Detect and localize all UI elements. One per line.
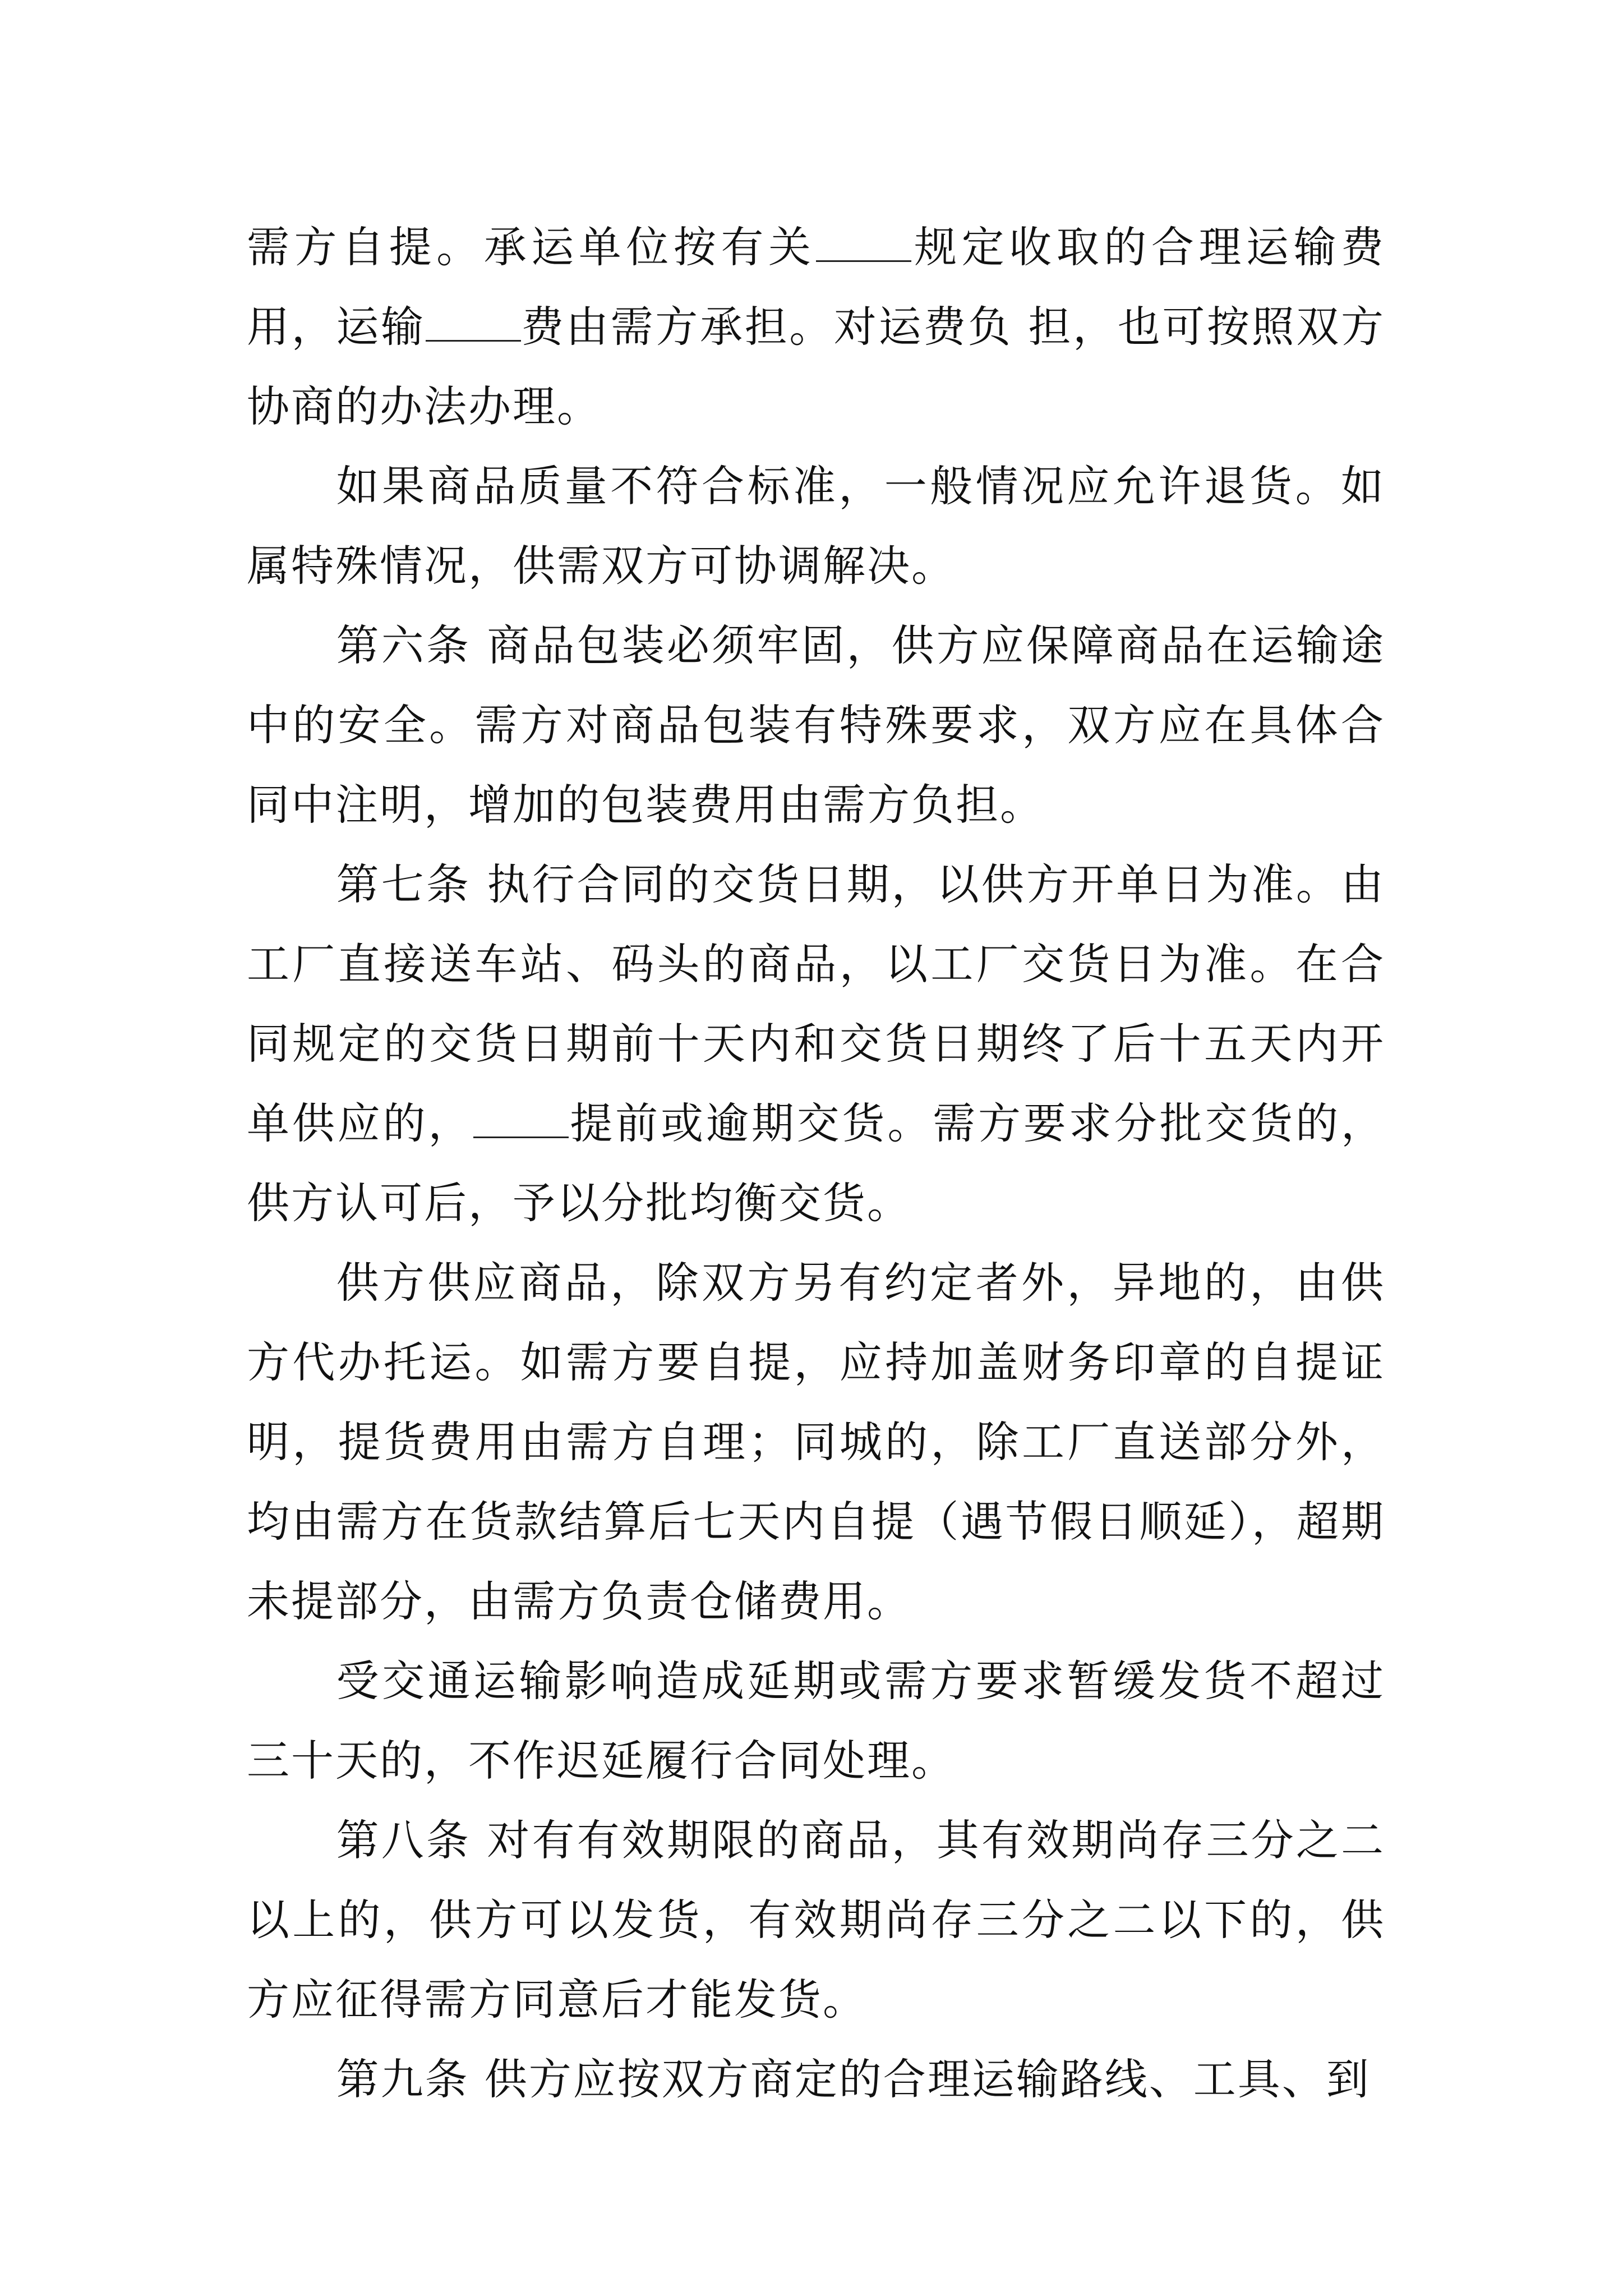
- paragraph-transport-fees: [247, 208, 1385, 447]
- fill-in-blank: [473, 1097, 569, 1138]
- paragraph-text: 规定收取的合理运输费用，运输: [247, 222, 1386, 352]
- paragraph-text: 第八条 对有有效期限的商品，其有效期尚存三分之二以上的，供方可以发货，有效期尚存三分之二以下的，供方应征得需方同意后才能发货。: [247, 1815, 1385, 2024]
- fill-in-blank: [816, 221, 911, 262]
- paragraph-article-9: [247, 2040, 1385, 2119]
- paragraph-text: 如果商品质量不符合标准，一般情况应允许退货。如属特殊情况，供需双方可协调解决。: [247, 461, 1385, 591]
- paragraph-text: 需方自提。承运单位按有关: [247, 222, 816, 272]
- paragraph-text: 受交通运输影响造成延期或需方要求暂缓发货不超过三十天的，不作迟延履行合同处理。: [247, 1656, 1385, 1786]
- paragraph-text: 提前或逾期交货。需方要求分批交货的，供方认可后，予以分批均衡交货。: [247, 1098, 1386, 1228]
- paragraph-supply-delivery: [247, 1243, 1385, 1641]
- paragraph-text: 供方供应商品，除双方另有约定者外，异地的，由供方代办托运。如需方要自提，应持加盖财务印章的自提证明，提货费用由需方自理；同城的，除工厂直送部分外，均由需方在货款结算后七天内自提（遇节假日顺延），超期未提部分，由需方负责仓储费用。: [247, 1258, 1385, 1626]
- document-body: [247, 208, 1385, 2119]
- paragraph-article-6: [247, 606, 1385, 845]
- paragraph-text: 第九条 供方应按双方商定的合理运输路线、工具、到: [336, 2054, 1371, 2104]
- paragraph-text: 费由需方承担。对运费负 担，也可按照双方协商的办法办理。: [247, 302, 1385, 431]
- paragraph-text: 第六条 商品包装必须牢固，供方应保障商品在运输途中的安全。需方对商品包装有特殊要求，双方应在具体合同中注明，增加的包装费用由需方负担。: [247, 620, 1385, 830]
- fill-in-blank: [426, 301, 521, 342]
- paragraph-text: 第七条 执行合同的交货日期，以供方开单日为准。由工厂直接送车站、码头的商品，以工厂交货日为准。在合同规定的交货日期前十天内和交货日期终了后十五天内开单供应的，: [247, 859, 1385, 1148]
- paragraph-quality-return: [247, 447, 1385, 606]
- paragraph-transport-delay: [247, 1641, 1385, 1801]
- paragraph-article-8: [247, 1801, 1385, 2040]
- paragraph-article-7: [247, 845, 1385, 1243]
